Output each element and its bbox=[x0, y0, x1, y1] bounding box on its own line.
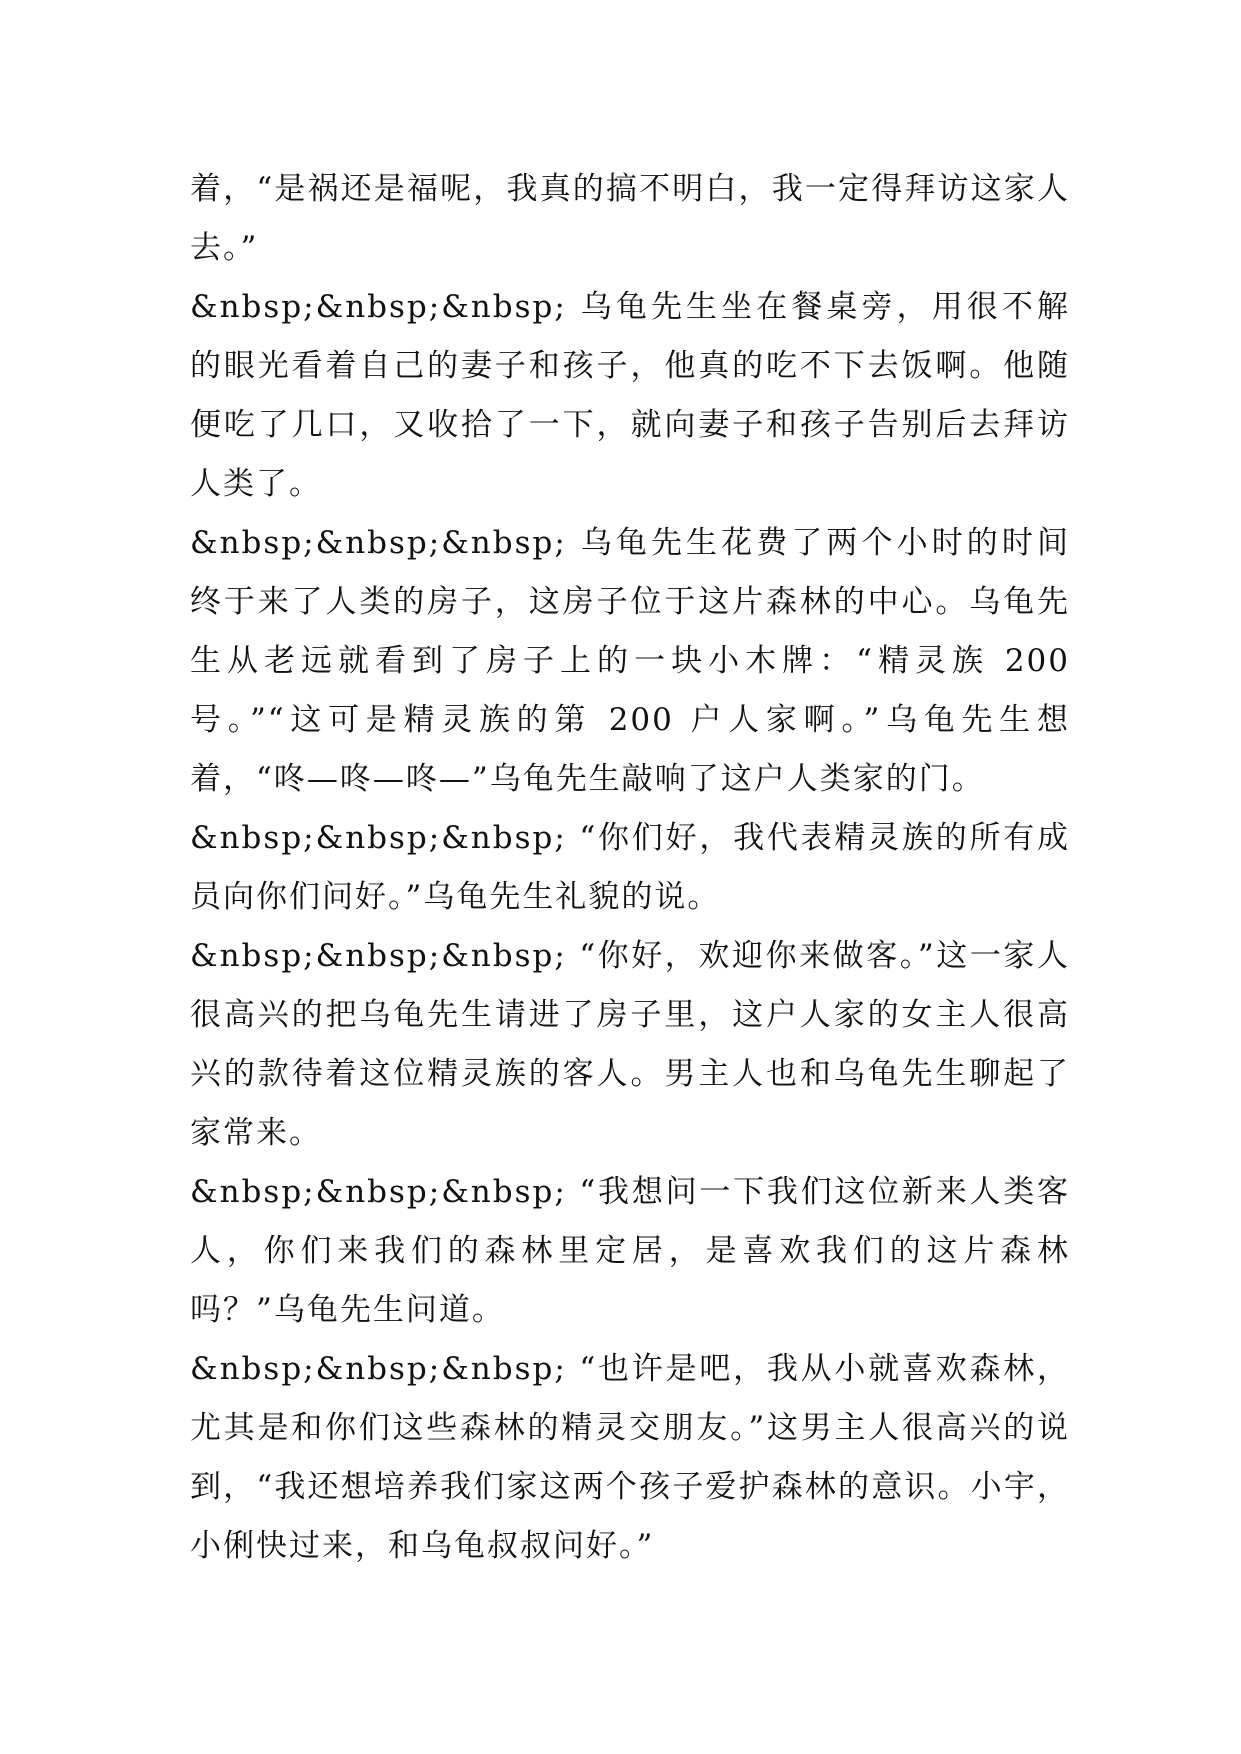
paragraph-1: 着，“是祸还是福呢，我真的搞不明白，我一定得拜访这家人去。” bbox=[190, 171, 1070, 266]
paragraph-6: &nbsp;&nbsp;&nbsp; “我想问一下我们这位新来人类客人，你们来我们的森林里定居，是喜欢我们的这片森林吗？”乌龟先生问道。 bbox=[190, 1174, 1070, 1328]
paragraph-2: &nbsp;&nbsp;&nbsp; 乌龟先生坐在餐桌旁，用很不解的眼光看着自己的妻子和孩子，他真的吃不下去饭啊。他随便吃了几口，又收拾了一下，就向妻子和孩子告别后去拜访人类了。 bbox=[190, 289, 1070, 502]
paragraph-7: &nbsp;&nbsp;&nbsp; “也许是吧，我从小就喜欢森林，尤其是和你们这些森林的精灵交朋友。”这男主人很高兴的说到，“我还想培养我们家这两个孩子爱护森林的意识。小宇，小俐快过来，和乌龟叔叔问好。” bbox=[190, 1351, 1070, 1564]
document-page bbox=[190, 160, 1070, 1576]
paragraph-5: &nbsp;&nbsp;&nbsp; “你好，欢迎你来做客。”这一家人很高兴的把乌龟先生请进了房子里，这户人家的女主人很高兴的款待着这位精灵族的客人。男主人也和乌龟先生聊起了家常来。 bbox=[190, 938, 1070, 1151]
paragraph-3: &nbsp;&nbsp;&nbsp; 乌龟先生花费了两个小时的时间终于来了人类的房子，这房子位于这片森林的中心。乌龟先生从老远就看到了房子上的一块小木牌：“精灵族 200 号。”“这可是精灵族的第 200 户人家啊。”乌龟先生想着，“咚—咚—咚—”乌龟先生敲响了这户人类家的门。 bbox=[190, 525, 1070, 797]
paragraph-4: &nbsp;&nbsp;&nbsp; “你们好，我代表精灵族的所有成员向你们问好。”乌龟先生礼貌的说。 bbox=[190, 820, 1070, 915]
